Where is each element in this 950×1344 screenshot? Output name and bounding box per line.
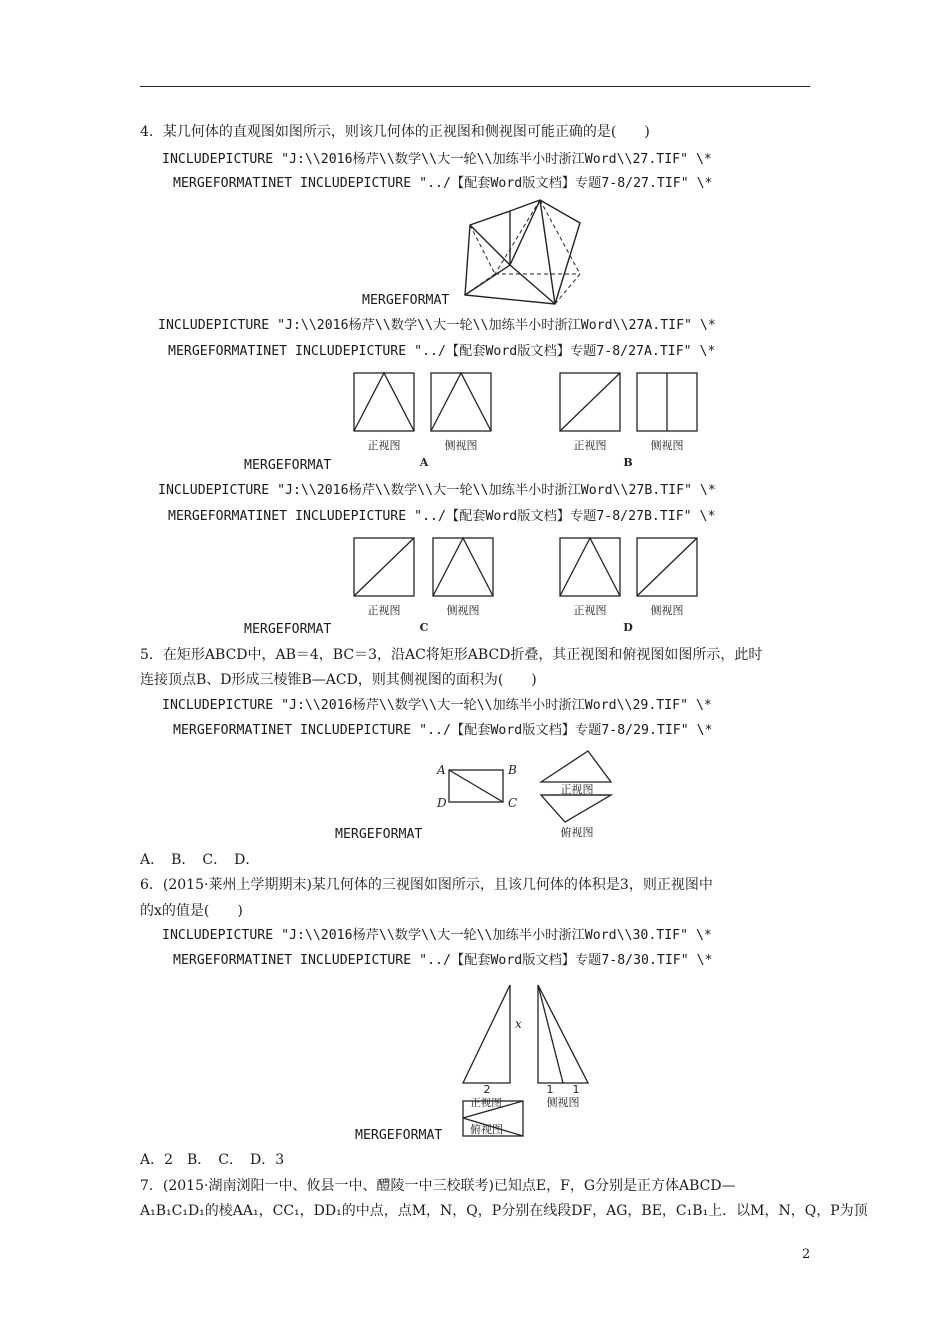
q6-stem-line-1: 6．(2015·莱州上学期期末)某几何体的三视图如图所示，且该几何体的体积是3，则正视图中 — [140, 877, 713, 893]
q6-label-2: 2 — [483, 1083, 491, 1096]
q5-point-a: A — [437, 763, 446, 777]
q4-solid-figure — [455, 195, 595, 307]
q5-stem-line-2: 连接顶点B、D形成三棱锥B—ACD，则其侧视图的面积为( ) — [140, 672, 537, 688]
q4-field-3-line-1: INCLUDEPICTURE "J:\\2016杨芹\\数学\\大一轮\\加练半小时浙江Word\\27B.TIF" \* — [158, 483, 716, 498]
q4-field-1-line-3: MERGEFORMAT — [362, 293, 450, 308]
header-rule — [140, 86, 810, 87]
q4d-side-caption: 侧视图 — [650, 604, 684, 617]
q5-top-caption: 俯视图 — [560, 826, 594, 839]
q4-stem: 4．某几何体的直观图如图所示，则该几何体的正视图和侧视图可能正确的是( ) — [140, 124, 650, 140]
q4-field-3-line-2: MERGEFORMATINET INCLUDEPICTURE "../【配套Word版文档】专题7-8/27B.TIF" \* — [168, 509, 716, 524]
q4-field-2-line-2: MERGEFORMATINET INCLUDEPICTURE "../【配套Word版文档】专题7-8/27A.TIF" \* — [168, 344, 716, 359]
q6-field-line-3: MERGEFORMAT — [355, 1128, 443, 1143]
q4-field-2-line-3: MERGEFORMAT — [244, 458, 332, 473]
q6-field-line-1: INCLUDEPICTURE "J:\\2016杨芹\\数学\\大一轮\\加练半小时浙江Word\\30.TIF" \* — [162, 928, 712, 943]
q4-options-c-d — [350, 535, 700, 635]
q6-figure — [455, 978, 595, 1138]
q6-front-caption: 正视图 — [470, 1097, 502, 1109]
q4c-side-caption: 侧视图 — [446, 604, 480, 617]
page-number: 2 — [802, 1247, 811, 1262]
q6-options: A．2 B． C． D．3 — [140, 1152, 285, 1168]
q5-front-caption: 正视图 — [560, 783, 594, 796]
q4-option-d-label: D — [623, 621, 633, 634]
q4-options-a-b — [350, 370, 700, 470]
q5-point-c: C — [508, 796, 518, 810]
q4a-front-caption: 正视图 — [367, 439, 401, 452]
q4-field-1-line-2: MERGEFORMATINET INCLUDEPICTURE "../【配套Word版文档】专题7-8/27.TIF" \* — [173, 176, 713, 191]
q4d-front-caption: 正视图 — [573, 604, 607, 617]
q4-option-a-label: A — [419, 456, 429, 469]
q7-stem-line-1: 7．(2015·湖南浏阳一中、攸县一中、醴陵一中三校联考)已知点E，F，G分别是正方体ABCD— — [140, 1178, 736, 1194]
q5-field-line-3: MERGEFORMAT — [335, 827, 423, 842]
q4b-front-caption: 正视图 — [573, 439, 607, 452]
q6-label-x: x — [515, 1017, 522, 1031]
q4-field-3-line-3: MERGEFORMAT — [244, 622, 332, 637]
q7-stem-line-2: A₁B₁C₁D₁的棱AA₁，CC₁，DD₁的中点，点M，N，Q，P分别在线段DF，AG，BE，C₁B₁上．以M，N，Q，P为顶 — [140, 1203, 868, 1219]
q4-field-1-line-1: INCLUDEPICTURE "J:\\2016杨芹\\数学\\大一轮\\加练半小时浙江Word\\27.TIF" \* — [162, 152, 712, 167]
q4-field-2-line-1: INCLUDEPICTURE "J:\\2016杨芹\\数学\\大一轮\\加练半小时浙江Word\\27A.TIF" \* — [158, 318, 716, 333]
q5-point-b: B — [508, 763, 517, 777]
q6-label-1-left: 1 — [546, 1083, 554, 1096]
q5-point-d: D — [437, 796, 447, 810]
q5-options: A． B． C． D． — [140, 852, 260, 868]
q5-stem-line-1: 5．在矩形ABCD中，AB＝4，BC＝3，沿AC将矩形ABCD折叠，其正视图和俯视图如图所示，此时 — [140, 647, 763, 663]
q4c-front-caption: 正视图 — [367, 604, 401, 617]
q4-option-c-label: C — [419, 621, 429, 634]
q6-label-1-right: 1 — [572, 1083, 580, 1096]
q6-stem-line-2: 的x的值是( ) — [140, 903, 243, 919]
q5-field-line-1: INCLUDEPICTURE "J:\\2016杨芹\\数学\\大一轮\\加练半小时浙江Word\\29.TIF" \* — [162, 698, 712, 713]
q5-field-line-2: MERGEFORMATINET INCLUDEPICTURE "../【配套Word版文档】专题7-8/29.TIF" \* — [173, 723, 713, 738]
q6-top-caption-text: 俯视图 — [470, 1123, 503, 1136]
q4a-side-caption: 侧视图 — [444, 439, 478, 452]
q4-option-b-label: B — [623, 456, 633, 469]
q6-field-line-2: MERGEFORMATINET INCLUDEPICTURE "../【配套Word版文档】专题7-8/30.TIF" \* — [173, 953, 713, 968]
q4b-side-caption: 侧视图 — [650, 439, 684, 452]
q5-figure — [435, 745, 620, 845]
q6-side-caption: 侧视图 — [546, 1096, 580, 1109]
